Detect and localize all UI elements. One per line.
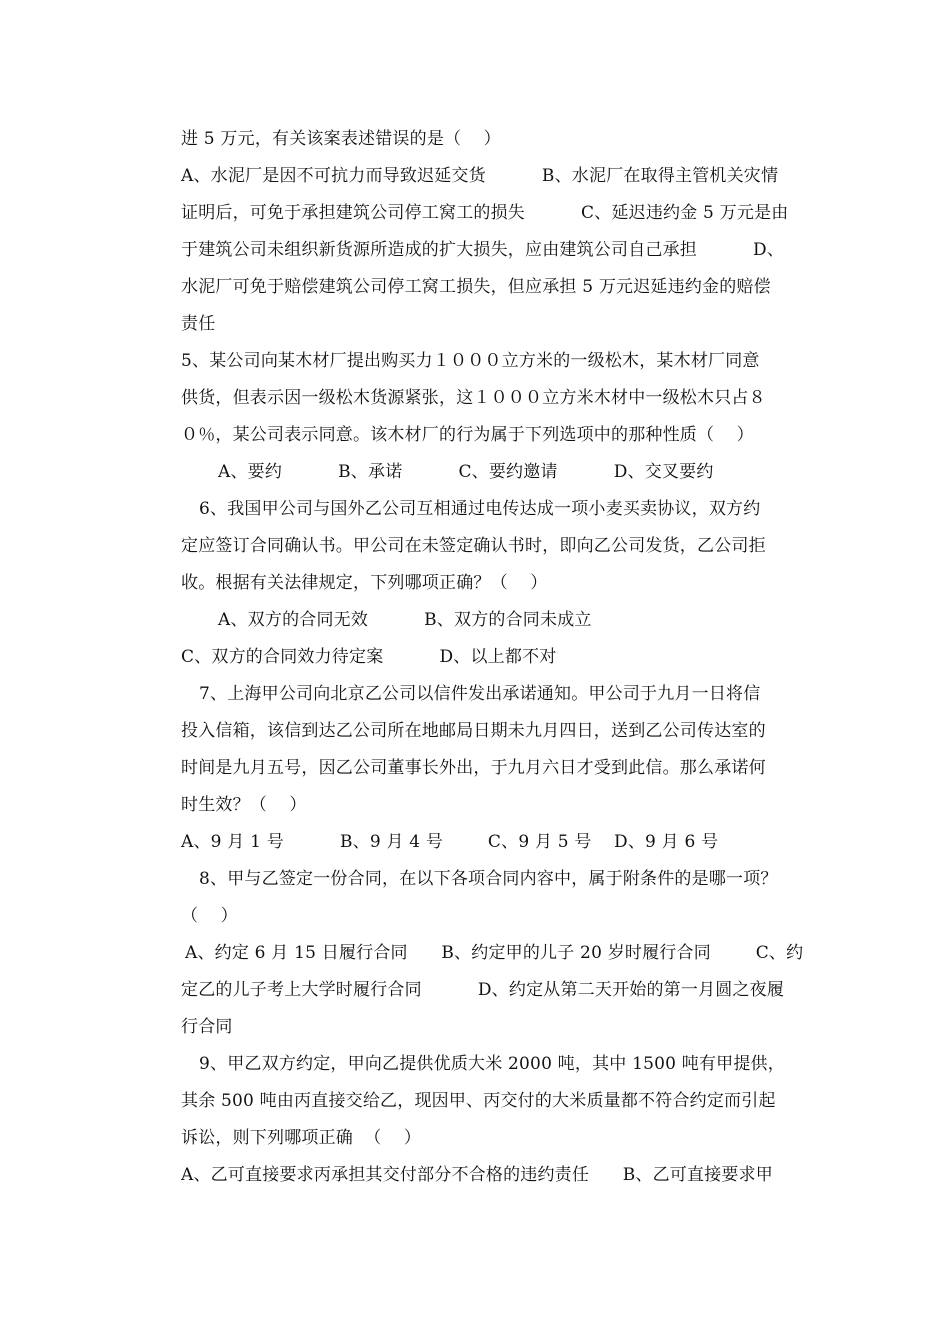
text-line: 水泥厂可免于赔偿建筑公司停工窝工损失，但应承担 5 万元迟延违约金的赔偿 bbox=[181, 277, 771, 297]
text-line: 定应签订合同确认书。甲公司在未签定确认书时，即向乙公司发货，乙公司拒 bbox=[181, 536, 766, 556]
text-line: 定乙的儿子考上大学时履行合同 D、约定从第二天开始的第一月圆之夜履 bbox=[181, 980, 785, 1000]
text-line: 9、甲乙双方约定，甲向乙提供优质大米 2000 吨，其中 1500 吨有甲提供， bbox=[199, 1054, 785, 1074]
text-line: 诉讼，则下列哪项正确 （ ） bbox=[181, 1128, 422, 1148]
text-line: 8、甲与乙签定一份合同，在以下各项合同内容中，属于附条件的是哪一项？ bbox=[199, 869, 778, 889]
text-line: A、双方的合同无效 B、双方的合同未成立 bbox=[218, 610, 592, 630]
text-line: 6、我国甲公司与国外乙公司互相通过电传达成一项小麦买卖协议，双方约 bbox=[199, 499, 761, 519]
text-line: 7、上海甲公司向北京乙公司以信件发出承诺通知。甲公司于九月一日将信 bbox=[199, 684, 761, 704]
text-line: 证明后，可免于承担建筑公司停工窝工的损失 C、延迟违约金 5 万元是由 bbox=[181, 203, 789, 223]
text-line: 收。根据有关法律规定，下列哪项正确？（ ） bbox=[181, 573, 548, 593]
text-line: 行合同 bbox=[181, 1017, 233, 1037]
text-line: ０％，某公司表示同意。该木材厂的行为属于下列选项中的那种性质（ ） bbox=[181, 425, 754, 445]
text-line: C、双方的合同效力待定案 D、以上都不对 bbox=[181, 647, 557, 667]
text-line: （ ） bbox=[181, 906, 238, 926]
text-line: 时间是九月五号，因乙公司董事长外出，于九月六日才受到此信。那么承诺何 bbox=[181, 758, 766, 778]
text-line: A、约定 6 月 15 日履行合同 B、约定甲的儿子 20 岁时履行合同 C、约 bbox=[185, 943, 804, 963]
text-line: 责任 bbox=[181, 314, 216, 334]
text-line: 5、某公司向某木材厂提出购买力１０００立方米的一级松木，某木材厂同意 bbox=[181, 351, 760, 371]
text-line: 进 5 万元，有关该案表述错误的是（ ） bbox=[181, 129, 501, 149]
text-line: 其余 500 吨由丙直接交给乙，现因甲、丙交付的大米质量都不符合约定而引起 bbox=[181, 1091, 776, 1111]
text-line: A、水泥厂是因不可抗力而导致迟延交货 B、水泥厂在取得主管机关灾情 bbox=[181, 166, 779, 186]
text-line: A、9 月 1 号 B、9 月 4 号 C、9 月 5 号 D、9 月 6 号 bbox=[181, 832, 719, 852]
text-line: A、乙可直接要求丙承担其交付部分不合格的违约责任 B、乙可直接要求甲 bbox=[181, 1165, 773, 1185]
text-line: A、要约 B、承诺 C、要约邀请 D、交叉要约 bbox=[218, 462, 714, 482]
text-line: 投入信箱，该信到达乙公司所在地邮局日期未九月四日，送到乙公司传达室的 bbox=[181, 721, 766, 741]
text-line: 于建筑公司未组织新货源所造成的扩大损失，应由建筑公司自己承担 D、 bbox=[181, 240, 785, 260]
text-line: 供货，但表示因一级松木货源紧张，这１０００立方米木材中一级松木只占８ bbox=[181, 388, 766, 408]
text-line: 时生效？（ ） bbox=[181, 795, 307, 815]
